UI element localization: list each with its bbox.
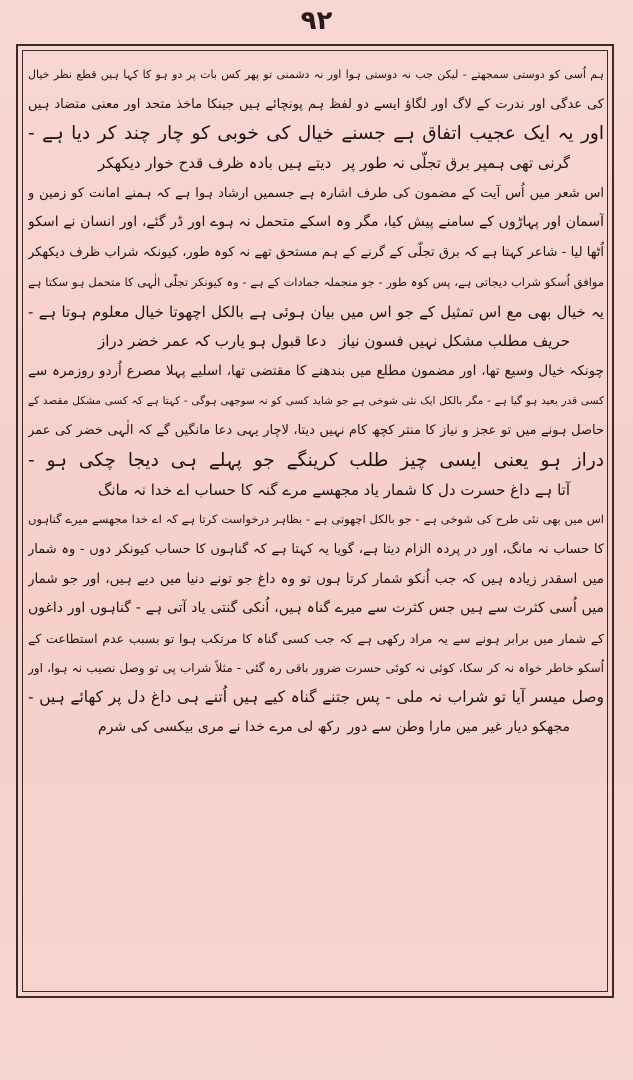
verse-hemistich-first: گرنی تھی ہمپر برق تجلّی نہ طور پر bbox=[342, 154, 570, 173]
verse-hemistich-second: دعا قبول ہو یارب کہ عمر خضر دراز bbox=[98, 332, 327, 351]
prose-line: وصل میسر آیا تو شراب نہ ملی - پس جتنے گناہ کیے ہیں اُتنے ہی داغ دل پر کھائے ہیں - bbox=[28, 688, 604, 707]
prose-line: اس میں بھی نئی طرح کی شوخی ہے - جو بالکل اچھوتی ہے - بظاہر درخواست کرتا ہے کہ اے خدا مجھسے میرے گناہوں bbox=[28, 512, 604, 527]
prose-line: کی عدگی اور ندرت کے لاگ اور لگاؤ ایسے دو لفظ ہم پونچائے ہیں جینکا ماخذ متحد اور معنی متضاد ہیں bbox=[28, 96, 604, 112]
verse-line bbox=[28, 713, 604, 743]
prose-line: ہم اُسی کو دوستی سمجھتے - لیکن جب نہ دوستی ہوا اور نہ دشمنی تو پھر کس بات پر دو ہو کا کہا ہیں قطع نظر خیال bbox=[28, 68, 604, 81]
verse-hemistich-first: حریف مطلب مشکل نہیں فسون نیاز bbox=[339, 332, 570, 351]
prose-line: میں اسقدر زیادہ ہیں کہ جب اُنکو شمار کرتا ہوں تو وہ داغ جو تونے دنیا میں دیے ہیں، اور جو شمار bbox=[28, 570, 604, 587]
page-number: ۹۲ bbox=[300, 6, 333, 36]
verse-hemistich-first: مجھکو دیار غیر میں مارا وطن سے دور bbox=[347, 719, 570, 736]
prose-line: دراز ہو یعنی ایسی چیز طلب کرینگے جو پہلے ہی دیجا چکی ہو - bbox=[28, 449, 604, 471]
prose-line: موافق اُسکو شراب دیجاتی ہے، پس کوہ طور - جو منجملہ جمادات کے ہے - وہ کیونکر تجلّی الٰہی کا متحمل ہو سکتا ہے bbox=[28, 274, 604, 289]
prose-line: اُسکو خاطر خواہ نہ کر سکا، کوئی نہ کوئی حسرت ضرور باقی رہ گئی - مثلاً شراب پی تو وصل نصیب نہ ہوا، اور bbox=[28, 660, 604, 675]
prose-line: حاصل ہونے میں تو عجز و نیاز کا منتر کچھ کام نہیں دیتا، لاچار یہی دعا مانگیں گے کہ الٰہی خضر کی عمر bbox=[28, 423, 604, 439]
verse-hemistich-second: دیتے ہیں بادہ ظرف قدح خوار دیکھکر bbox=[98, 154, 332, 173]
prose-line: اس شعر میں اُس آیت کے مضمون کی طرف اشارہ ہے جسمیں ارشاد ہوا ہے کہ ہمنے امانت کو زمین و bbox=[28, 185, 604, 201]
prose-line: کے شمار میں برابر ہونے سے یہ مراد رکھی ہے کہ جب کسی گناہ کا مرتکب ہوا تو بسبب عدم استطاعت کے bbox=[28, 631, 604, 647]
prose-line: آسمان اور پہاڑوں کے سامنے پیش کیا، مگر وہ اسکے متحمل نہ ہوے اور ڈر گئے، اور انسان نے اسکو bbox=[28, 214, 604, 231]
verse-hemistich-second: مجھسے مرے گنہ کا حساب اے خدا نہ مانگ bbox=[98, 480, 359, 499]
verse-line bbox=[28, 149, 604, 179]
prose-line: چونکہ خیال وسیع تھا، اور مضمون مطلع میں بندھنے کا مقتضی تھا، اسلیے پہلا مصرع اُردو روزمرہ سے bbox=[28, 362, 604, 379]
prose-line: کا حساب نہ مانگ، اور در پردہ الزام دیتا ہے، گویا یہ کہتا ہے کہ گناہوں کا حساب کیونکر دوں - وہ شمار bbox=[28, 542, 604, 557]
verse-line bbox=[28, 327, 604, 357]
prose-line: اور یہ ایک عجیب اتفاق ہے جسنے خیال کی خوبی کو چار چند کر دیا ہے - bbox=[28, 123, 604, 145]
verse-line bbox=[28, 476, 604, 506]
prose-line: کسی قدر بعید ہو گیا ہے - مگر بالکل ایک نئی شوخی ہے جو شاید کسی کو نہ سوجھی ہوگی - کہتا ہے کہ کسی مشکل مقصد کے bbox=[28, 394, 604, 407]
verse-hemistich-first: آتا ہے داغ حسرت دل کا شمار یاد bbox=[363, 480, 570, 499]
prose-line: میں اُسی کثرت سے ہیں جس کثرت سے میرے گناہ ہیں، اُنکی گنتی یاد آتی ہے - گناہوں اور داغوں bbox=[28, 600, 604, 617]
page-text-body bbox=[28, 60, 604, 743]
prose-line: یہ خیال بھی مع اس تمثیل کے جو اس میں بیان ہوئی ہے بالکل اچھوتا خیال معلوم ہوتا ہے - bbox=[28, 302, 604, 321]
prose-line: اُٹھا لیا - شاعر کہتا ہے کہ برق تجلّی کے گرنے کے ہم مستحق تھے نہ کوہ طور، کیونکہ شراب ظرف دیکھکر bbox=[28, 245, 604, 261]
verse-hemistich-second: رکھ لی مرے خدا نے مری بیکسی کی شرم bbox=[98, 719, 340, 736]
